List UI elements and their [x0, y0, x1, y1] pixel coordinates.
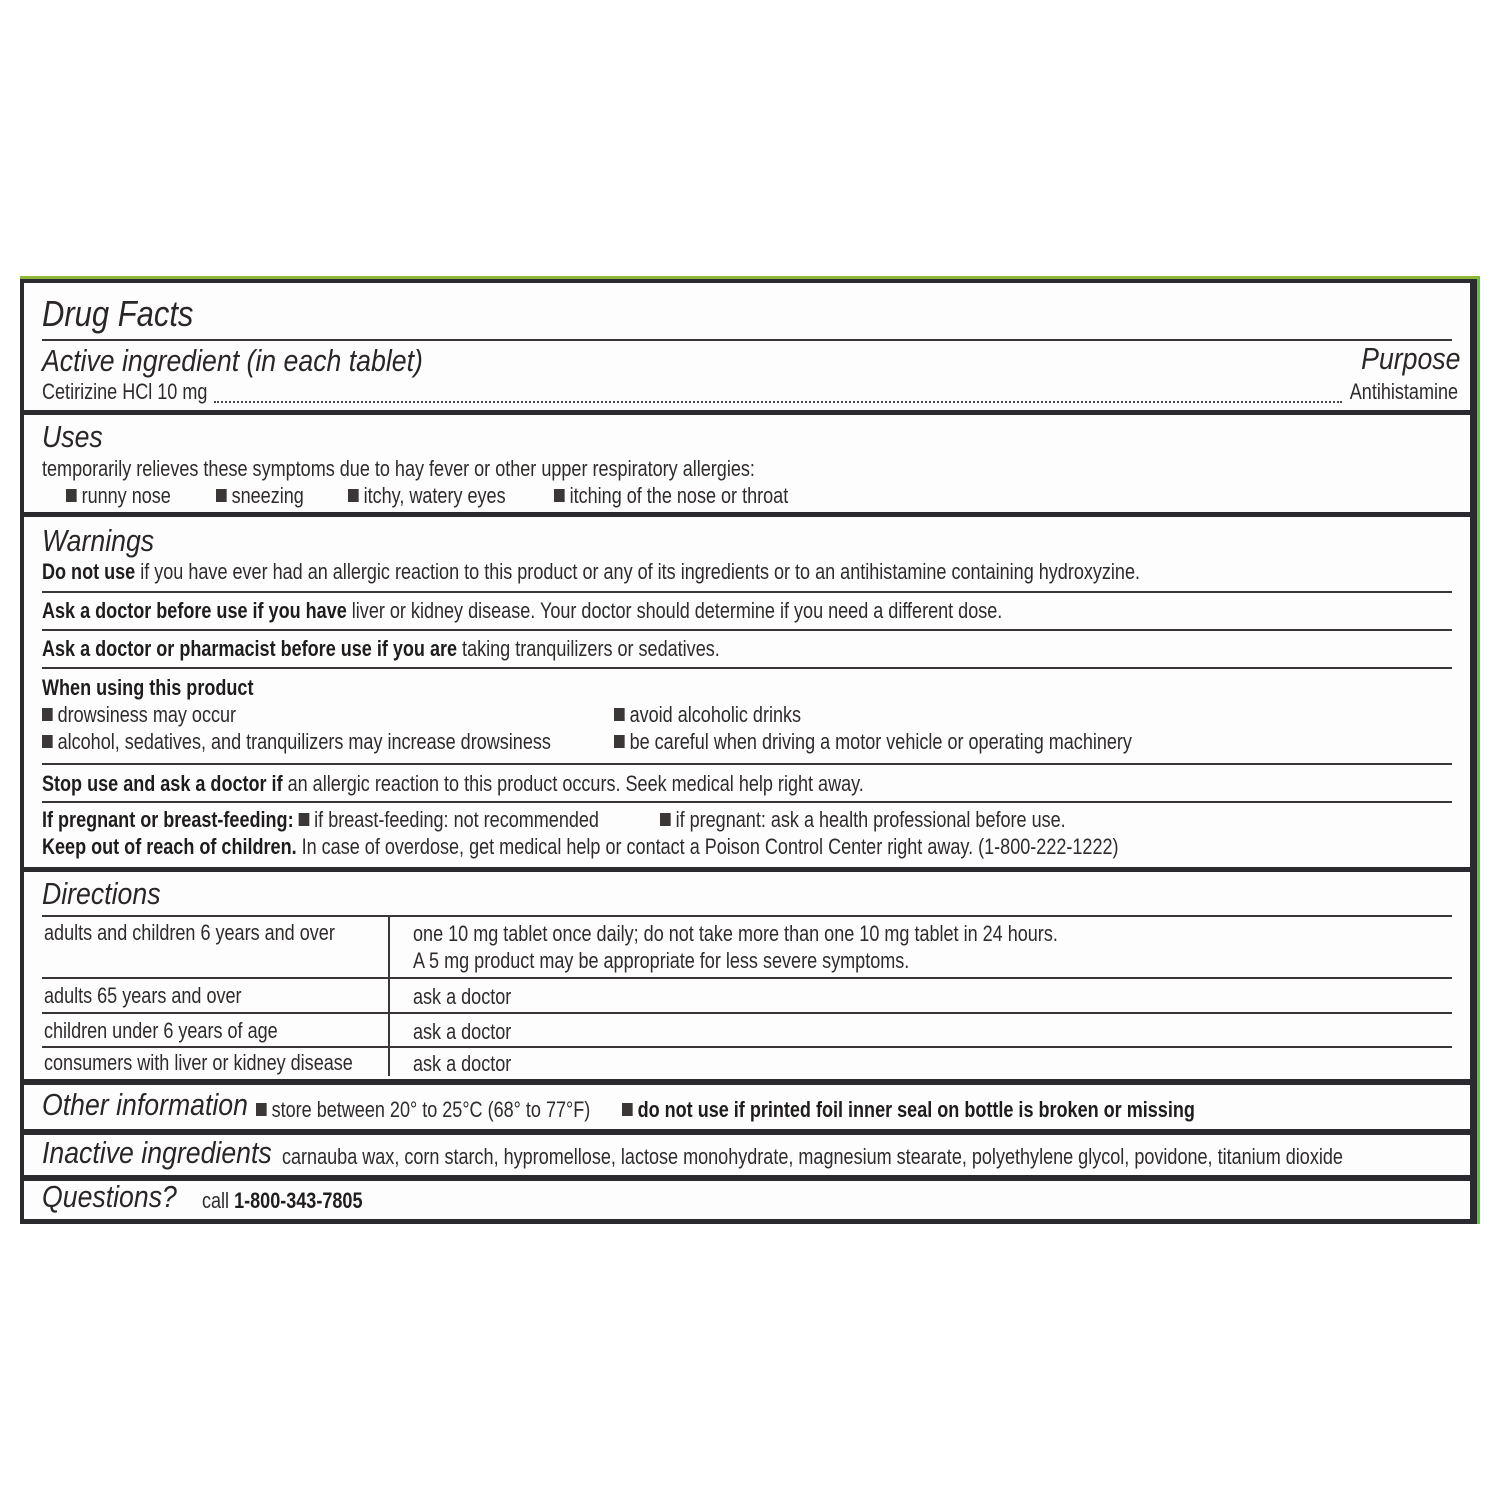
- directions-divider: [42, 1046, 1452, 1048]
- active-ingredient-heading: Active ingredient (in each tablet): [42, 343, 423, 378]
- directions-dose: ask a doctor: [413, 1051, 512, 1076]
- directions-heading: Directions: [42, 876, 161, 911]
- warnings-divider: [42, 591, 1452, 593]
- warnings-box: [24, 517, 1470, 867]
- when-using-heading: When using this product: [42, 675, 254, 700]
- when-using-item: avoid alcoholic drinks: [614, 702, 801, 728]
- inactive-ingredients-list: carnauba wax, corn starch, hypromellose, lactose monohydrate, magnesium stearate, polyethylene glycol, povidone, titanium dioxide: [282, 1144, 1343, 1169]
- bullet-square-icon: [299, 813, 310, 826]
- warning-do-not-use: Do not use if you have ever had an allergic reaction to this product or any of its ingredients or to an antihistamine containing hydroxyzine.: [42, 559, 1141, 584]
- purpose-value: Antihistamine: [1349, 379, 1458, 404]
- bullet-square-icon: [554, 489, 565, 502]
- uses-item: runny nose: [66, 483, 171, 509]
- other-item: do not use if printed foil inner seal on bottle is broken or missing: [622, 1097, 1195, 1123]
- uses-box: [24, 415, 1470, 512]
- uses-item: itching of the nose or throat: [554, 483, 788, 509]
- when-using-item: drowsiness may occur: [42, 702, 236, 728]
- uses-heading: Uses: [42, 419, 103, 454]
- questions-heading: Questions?: [42, 1179, 177, 1214]
- directions-dose: ask a doctor: [413, 984, 512, 1009]
- directions-box: [24, 872, 1470, 1079]
- active-ingredient-name: Cetirizine HCl 10 mg: [42, 379, 208, 404]
- warning-pregnant: If pregnant or breast-feeding: if breast-feeding: not recommended: [42, 807, 599, 832]
- inactive-ingredients-box: [24, 1135, 1470, 1175]
- bullet-square-icon: [614, 735, 625, 748]
- leader-dots: [214, 383, 1342, 403]
- warning-ask-doctor: Ask a doctor before use if you have liver or kidney disease. Your doctor should determine if you need a different dose.: [42, 598, 1003, 623]
- warnings-heading: Warnings: [42, 523, 155, 558]
- drug-facts-panel: [20, 276, 1480, 1224]
- other-information-box: [24, 1085, 1470, 1129]
- drug-facts-title: Drug Facts: [42, 293, 194, 334]
- uses-item: sneezing: [216, 483, 304, 509]
- inactive-ingredients-heading: Inactive ingredients: [42, 1135, 272, 1170]
- bullet-square-icon: [42, 708, 53, 721]
- directions-divider: [42, 1012, 1452, 1014]
- warnings-divider: [42, 763, 1452, 765]
- directions-who: adults 65 years and over: [44, 983, 242, 1008]
- title-divider: [42, 339, 1452, 341]
- warning-keep-out: Keep out of reach of children. In case of overdose, get medical help or contact a Poison Control Center right away. (1-800-222-1222): [42, 834, 1119, 859]
- directions-column-divider: [388, 916, 390, 1076]
- directions-dose: one 10 mg tablet once daily; do not take more than one 10 mg tablet in 24 hours.: [413, 921, 1058, 946]
- warnings-divider: [42, 667, 1452, 669]
- when-using-item: alcohol, sedatives, and tranquilizers may increase drowsiness: [42, 729, 551, 755]
- bullet-square-icon: [256, 1103, 267, 1116]
- warnings-divider: [42, 801, 1452, 803]
- uses-item: itchy, watery eyes: [348, 483, 506, 509]
- when-using-item: be careful when driving a motor vehicle or operating machinery: [614, 729, 1132, 755]
- directions-dose: ask a doctor: [413, 1019, 512, 1044]
- directions-divider: [42, 915, 1452, 917]
- directions-divider: [42, 977, 1452, 979]
- questions-contact: call 1-800-343-7805: [202, 1188, 363, 1213]
- warning-pregnant-item: if pregnant: ask a health professional before use.: [660, 807, 1066, 833]
- active-ingredient-box: [24, 283, 1470, 410]
- other-information-heading: Other information: [42, 1087, 248, 1122]
- purpose-heading: Purpose: [1360, 341, 1460, 376]
- directions-who: consumers with liver or kidney disease: [44, 1050, 353, 1075]
- warning-stop-use: Stop use and ask a doctor if an allergic reaction to this product occurs. Seek medical help right away.: [42, 771, 864, 796]
- bullet-square-icon: [42, 735, 53, 748]
- directions-dose: A 5 mg product may be appropriate for less severe symptoms.: [413, 948, 910, 973]
- directions-who: adults and children 6 years and over: [44, 920, 335, 945]
- uses-intro: temporarily relieves these symptoms due to hay fever or other upper respiratory allergies:: [42, 456, 755, 481]
- bullet-square-icon: [348, 489, 359, 502]
- other-item: store between 20° to 25°C (68° to 77°F): [256, 1097, 590, 1123]
- directions-who: children under 6 years of age: [44, 1018, 278, 1043]
- bullet-square-icon: [216, 489, 227, 502]
- questions-box: [24, 1181, 1470, 1219]
- bullet-square-icon: [66, 489, 77, 502]
- bullet-square-icon: [660, 813, 671, 826]
- warnings-divider: [42, 629, 1452, 631]
- bullet-square-icon: [614, 708, 625, 721]
- bullet-square-icon: [622, 1103, 633, 1116]
- warning-ask-pharmacist: Ask a doctor or pharmacist before use if you are taking tranquilizers or sedatives.: [42, 636, 720, 661]
- questions-phone[interactable]: 1-800-343-7805: [234, 1188, 363, 1213]
